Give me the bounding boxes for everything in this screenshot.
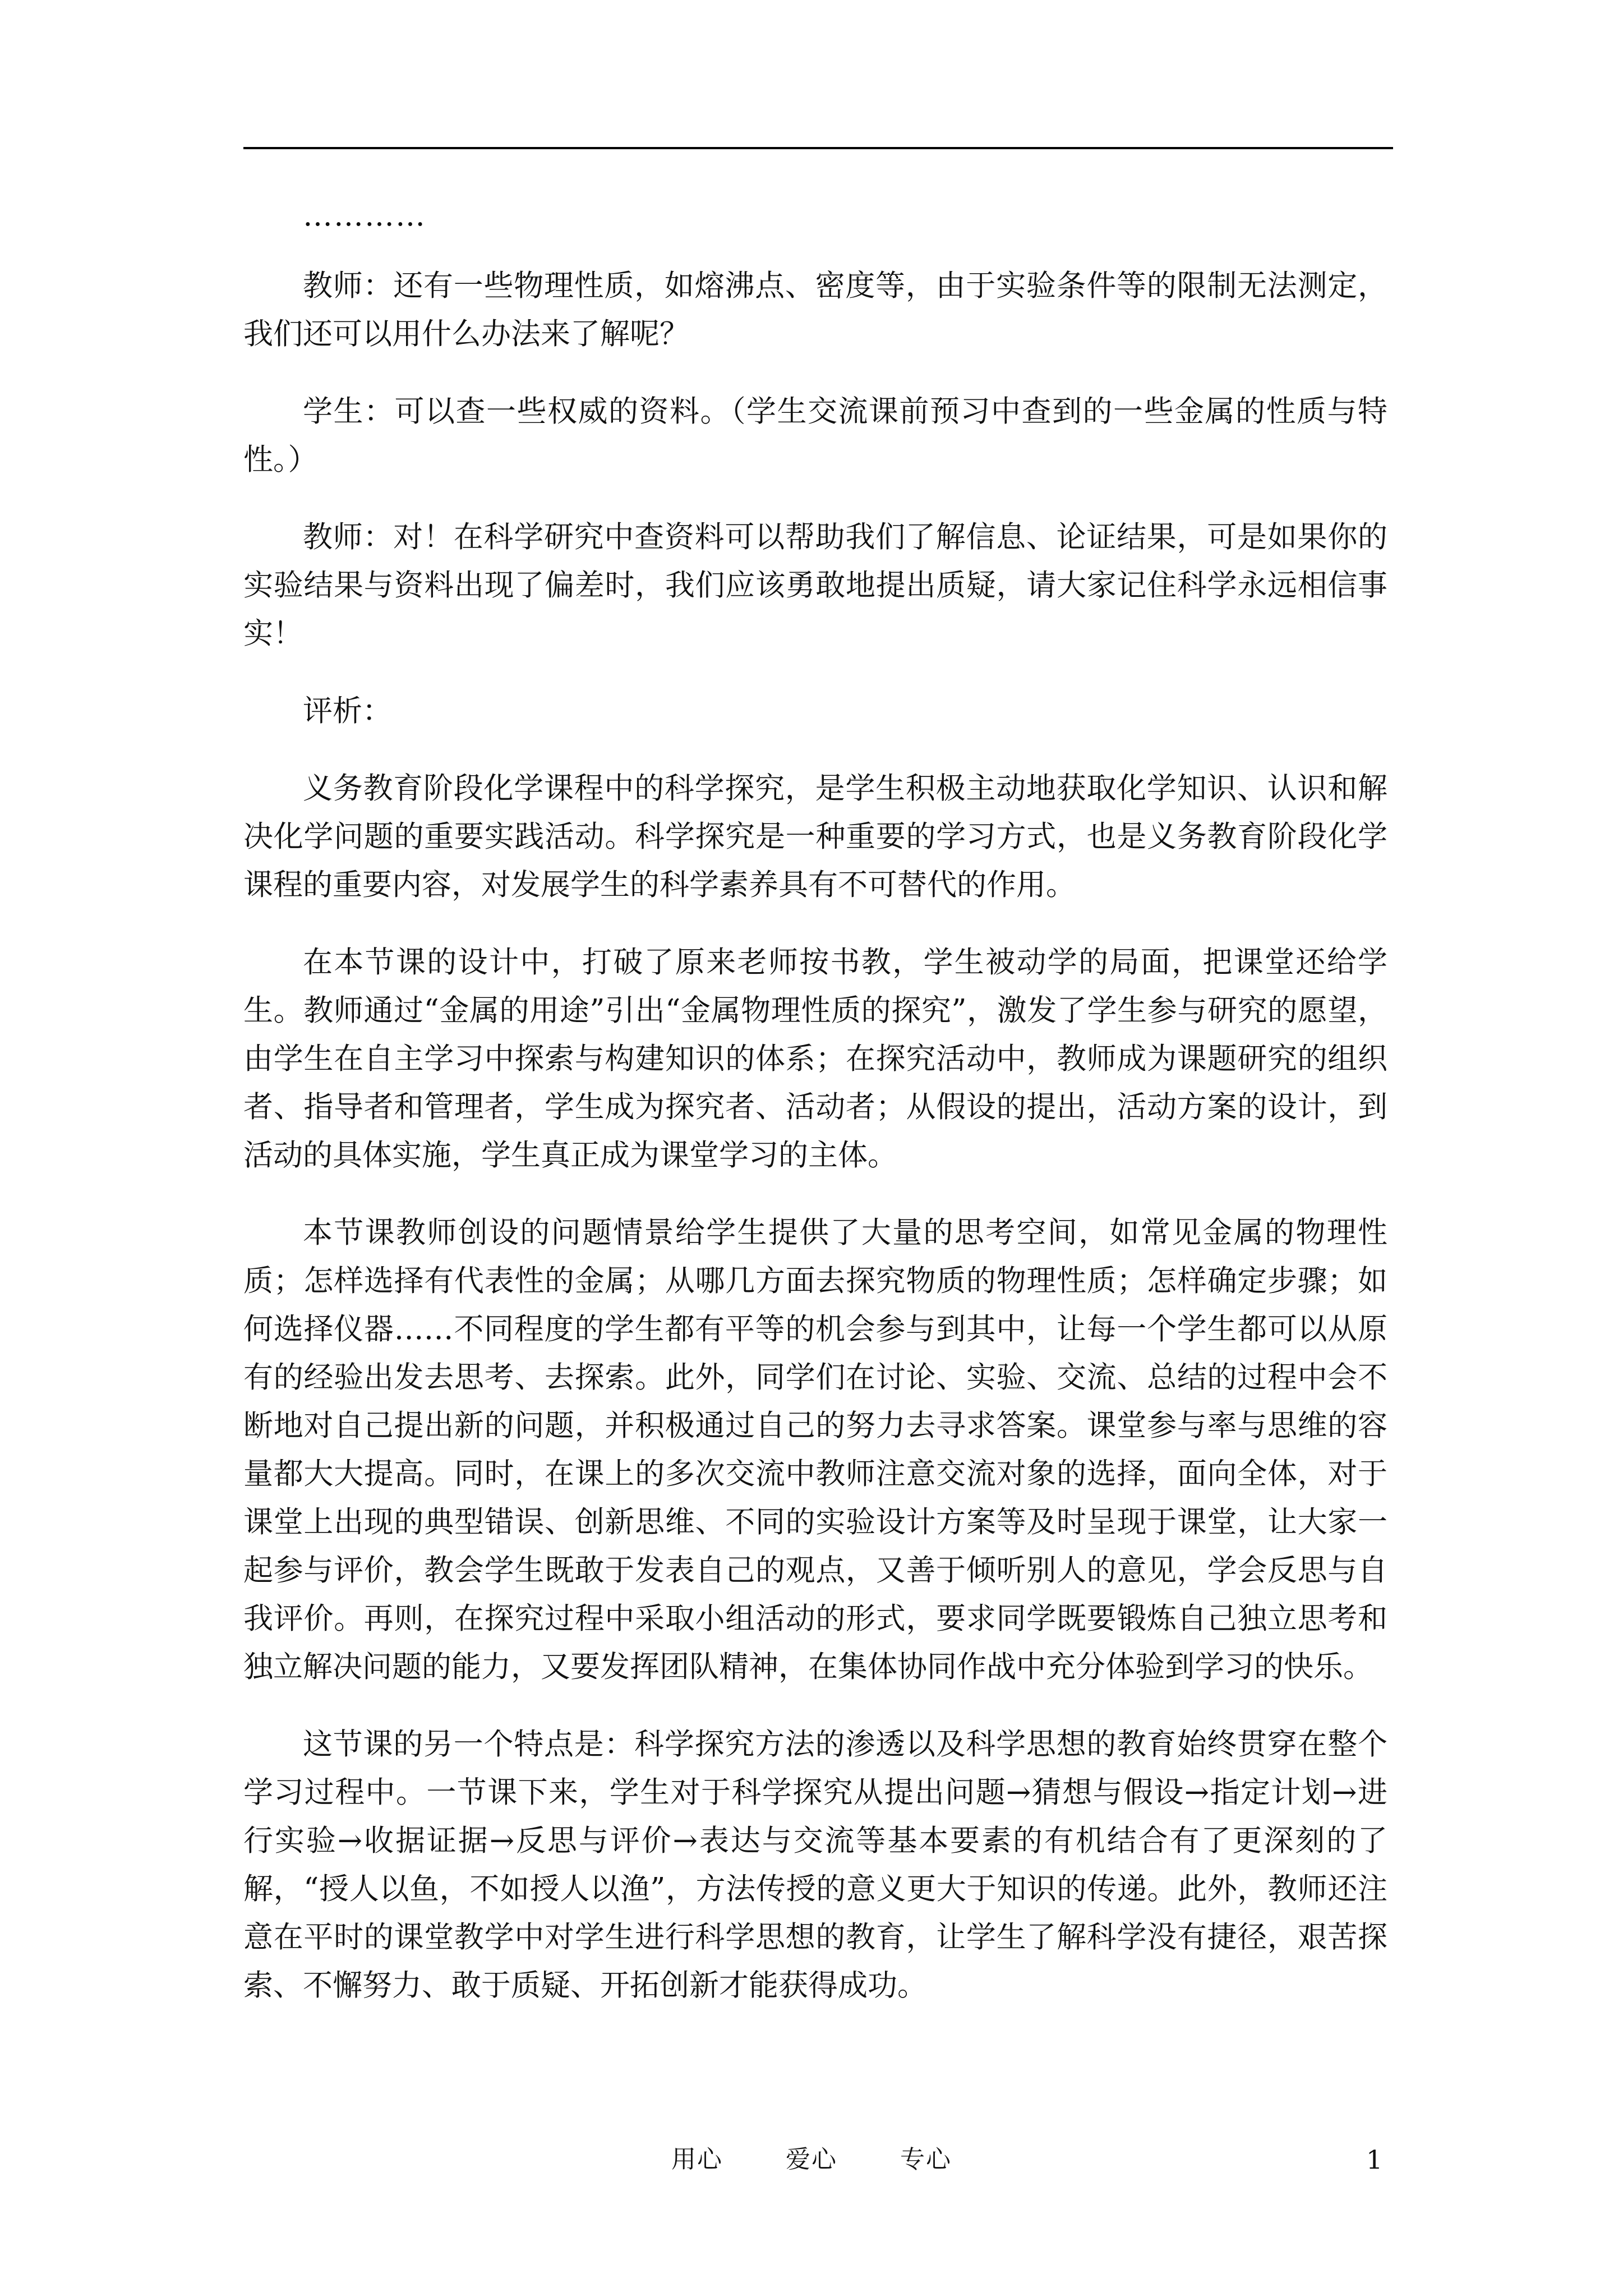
page-number: 1 bbox=[1366, 2145, 1383, 2175]
document-body bbox=[243, 199, 1387, 2039]
paragraph-commentary-4: 这节课的另一个特点是：科学探究方法的渗透以及科学思想的教育始终贯穿在整个学习过程中。一节课下来，学生对于科学探究从提出问题→猜想与假设→指定计划→进行实验→收据证据→反思与评价→表达与交流等基本要素的有机结合有了更深刻的了解，“授人以鱼，不如授人以渔”，方法传授的意义更大于知识的传递。此外，教师还注意在平时的课堂教学中对学生进行科学思想的教育，让学生了解科学没有捷径，艰苦探索、不懈努力、敢于质疑、开拓创新才能获得成功。 bbox=[243, 1727, 1387, 2003]
paragraph-teacher-response: 教师：对！在科学研究中查资料可以帮助我们了解信息、论证结果，可是如果你的实验结果与资料出现了偏差时，我们应该勇敢地提出质疑，请大家记住科学永远相信事实！ bbox=[243, 520, 1387, 651]
header-rule bbox=[243, 147, 1393, 149]
footer-motto: 用心 爱心 专心 bbox=[671, 2145, 952, 2174]
paragraph-commentary-heading: 评析： bbox=[303, 694, 392, 728]
paragraph-commentary-2: 在本节课的设计中，打破了原来老师按书教，学生被动学的局面，把课堂还给学生。教师通过“金属的用途”引出“金属物理性质的探究”，激发了学生参与研究的愿望，由学生在自主学习中探索与构建知识的体系；在探究活动中，教师成为课题研究的组织者、指导者和管理者，学生成为探究者、活动者；从假设的提出，活动方案的设计，到活动的具体实施，学生真正成为课堂学习的主体。 bbox=[243, 945, 1387, 1172]
ellipsis-line: ………… bbox=[303, 199, 426, 233]
paragraph-student-answer: 学生：可以查一些权威的资料。（学生交流课前预习中查到的一些金属的性质与特性。） bbox=[243, 394, 1387, 477]
paragraph-commentary-1: 义务教育阶段化学课程中的科学探究，是学生积极主动地获取化学知识、认识和解决化学问题的重要实践活动。科学探究是一种重要的学习方式，也是义务教育阶段化学课程的重要内容，对发展学生的科学素养具有不可替代的作用。 bbox=[243, 771, 1387, 902]
paragraph-commentary-3: 本节课教师创设的问题情景给学生提供了大量的思考空间，如常见金属的物理性质；怎样选择有代表性的金属；从哪几方面去探究物质的物理性质；怎样确定步骤；如何选择仪器……不同程度的学生都有平等的机会参与到其中，让每一个学生都可以从原有的经验出发去思考、去探索。此外，同学们在讨论、实验、交流、总结的过程中会不断地对自己提出新的问题，并积极通过自己的努力去寻求答案。课堂参与率与思维的容量都大大提高。同时，在课上的多次交流中教师注意交流对象的选择，面向全体，对于课堂上出现的典型错误、创新思维、不同的实验设计方案等及时呈现于课堂，让大家一起参与评价，教会学生既敢于发表自己的观点，又善于倾听别人的意见，学会反思与自我评价。再则，在探究过程中采取小组活动的形式，要求同学既要锻炼自己独立思考和独立解决问题的能力，又要发挥团队精神，在集体协同作战中充分体验到学习的快乐。 bbox=[243, 1216, 1387, 1684]
paragraph-teacher-question: 教师：还有一些物理性质，如熔沸点、密度等，由于实验条件等的限制无法测定，我们还可以用什么办法来了解呢？ bbox=[243, 269, 1387, 351]
